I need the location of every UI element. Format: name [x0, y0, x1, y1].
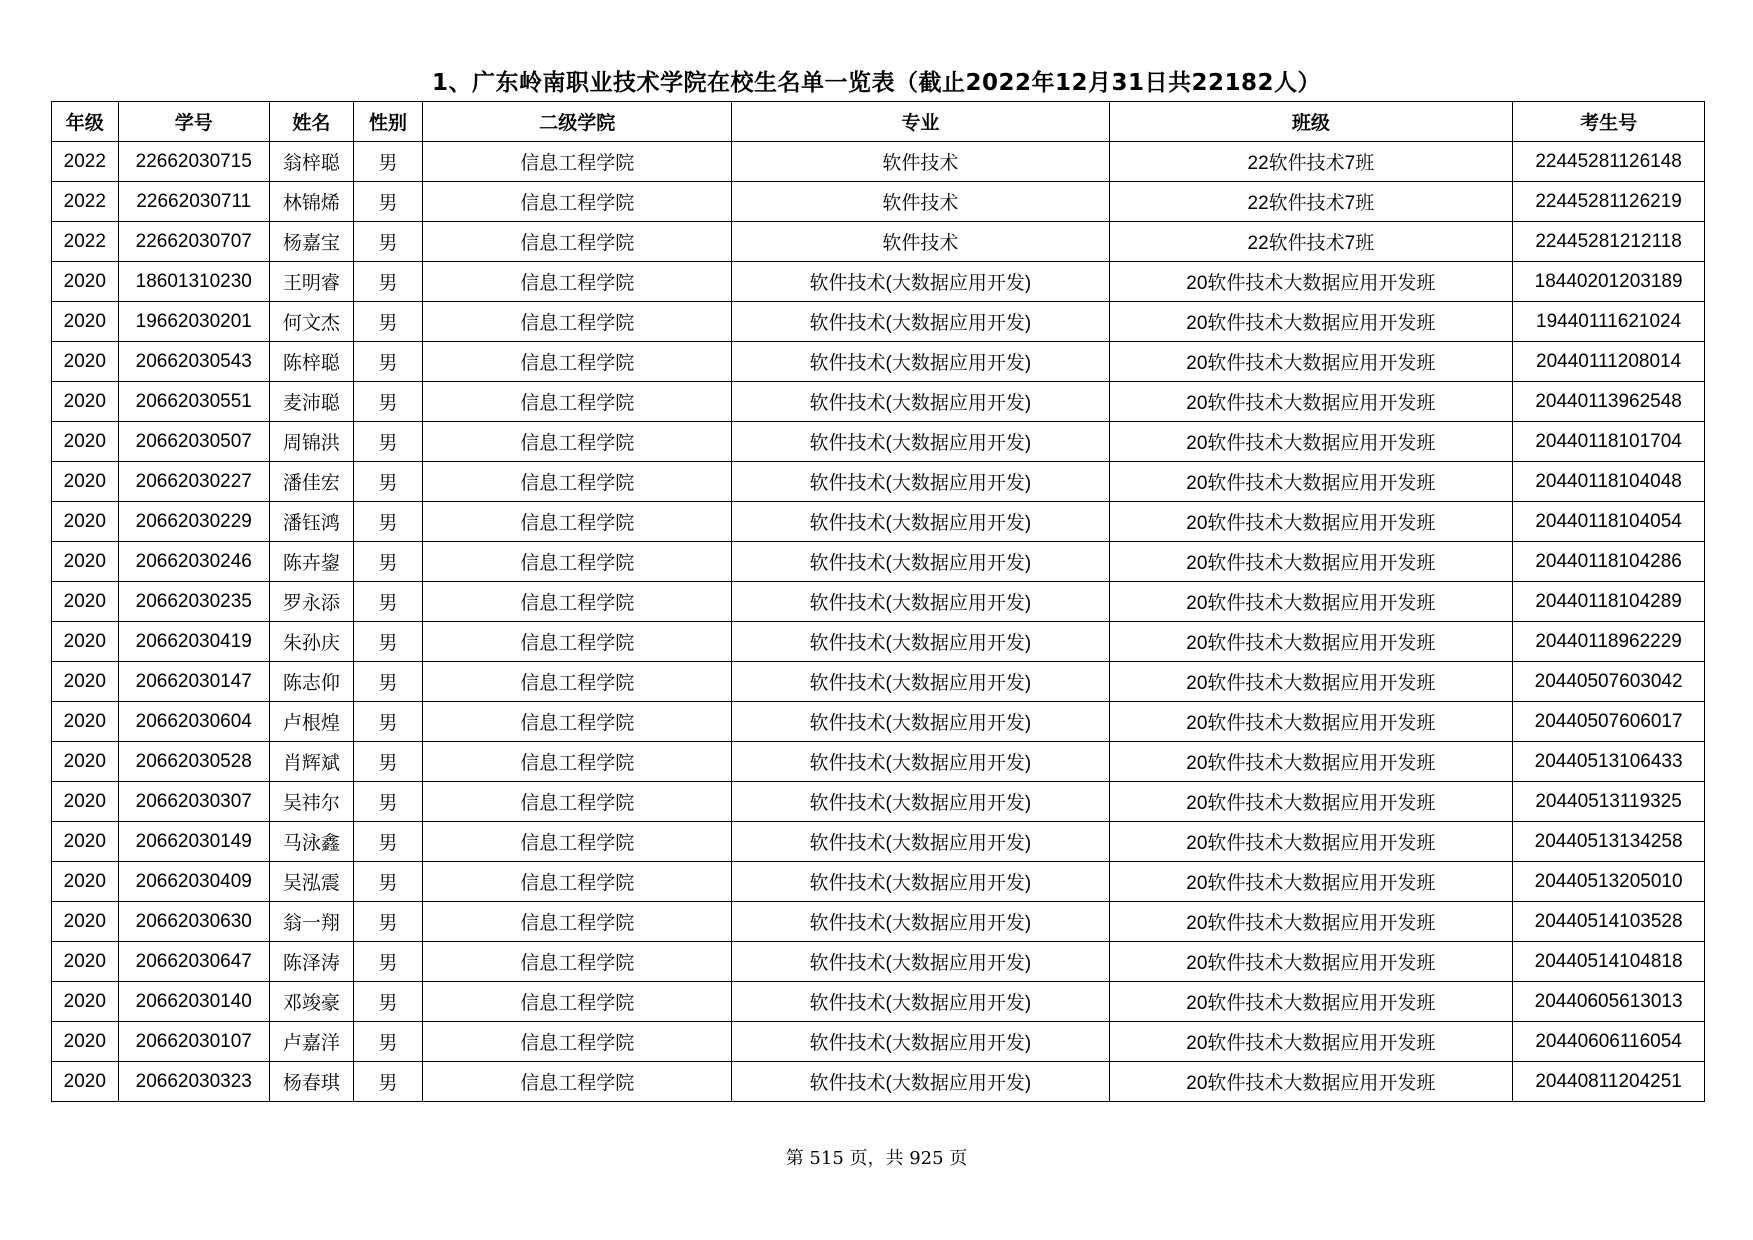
cell-college: 信息工程学院: [423, 422, 732, 462]
cell-name: 杨嘉宝: [269, 222, 353, 262]
cell-student-id: 20662030229: [118, 502, 269, 542]
cell-name: 翁一翔: [269, 902, 353, 942]
cell-class: 20软件技术大数据应用开发班: [1109, 302, 1513, 342]
cell-grade: 2020: [52, 542, 119, 582]
cell-class: 22软件技术7班: [1109, 142, 1513, 182]
cell-class: 20软件技术大数据应用开发班: [1109, 862, 1513, 902]
cell-college: 信息工程学院: [423, 662, 732, 702]
table-row: [52, 942, 1705, 982]
cell-gender: 男: [353, 262, 423, 302]
cell-class: 20软件技术大数据应用开发班: [1109, 902, 1513, 942]
student-roster-table: [51, 101, 1705, 1102]
cell-student-id: 20662030149: [118, 822, 269, 862]
cell-college: 信息工程学院: [423, 542, 732, 582]
table-row: [52, 1022, 1705, 1062]
table-row: [52, 1062, 1705, 1102]
cell-class: 20软件技术大数据应用开发班: [1109, 1062, 1513, 1102]
cell-name: 朱孙庆: [269, 622, 353, 662]
cell-exam-number: 20440513119325: [1513, 782, 1705, 822]
cell-exam-number: 20440118104054: [1513, 502, 1705, 542]
table-row: [52, 142, 1705, 182]
cell-name: 卢根煌: [269, 702, 353, 742]
cell-grade: 2020: [52, 422, 119, 462]
cell-major: 软件技术(大数据应用开发): [732, 742, 1109, 782]
document-title: 1、广东岭南职业技术学院在校生名单一览表（截止2022年12月31日共22182人）: [431, 70, 1322, 96]
cell-name: 陈卉鋆: [269, 542, 353, 582]
cell-grade: 2020: [52, 862, 119, 902]
cell-student-id: 20662030246: [118, 542, 269, 582]
cell-exam-number: 20440118104289: [1513, 582, 1705, 622]
cell-exam-number: 20440118104048: [1513, 462, 1705, 502]
column-header-grade: 年级: [52, 102, 119, 142]
cell-gender: 男: [353, 302, 423, 342]
cell-gender: 男: [353, 422, 423, 462]
cell-major: 软件技术(大数据应用开发): [732, 1022, 1109, 1062]
table-row: [52, 622, 1705, 662]
column-header-student-id: 学号: [118, 102, 269, 142]
cell-class: 20软件技术大数据应用开发班: [1109, 742, 1513, 782]
cell-college: 信息工程学院: [423, 702, 732, 742]
cell-major: 软件技术: [732, 182, 1109, 222]
cell-grade: 2020: [52, 822, 119, 862]
cell-college: 信息工程学院: [423, 822, 732, 862]
cell-college: 信息工程学院: [423, 982, 732, 1022]
cell-student-id: 22662030715: [118, 142, 269, 182]
cell-grade: 2022: [52, 222, 119, 262]
cell-student-id: 20662030227: [118, 462, 269, 502]
table-row: [52, 382, 1705, 422]
cell-name: 麦沛聪: [269, 382, 353, 422]
cell-college: 信息工程学院: [423, 782, 732, 822]
cell-student-id: 20662030551: [118, 382, 269, 422]
cell-grade: 2020: [52, 462, 119, 502]
cell-exam-number: 20440514103528: [1513, 902, 1705, 942]
cell-grade: 2020: [52, 302, 119, 342]
cell-class: 20软件技术大数据应用开发班: [1109, 462, 1513, 502]
cell-major: 软件技术(大数据应用开发): [732, 542, 1109, 582]
cell-grade: 2020: [52, 502, 119, 542]
column-header-gender: 性别: [353, 102, 423, 142]
cell-student-id: 20662030630: [118, 902, 269, 942]
cell-major: 软件技术(大数据应用开发): [732, 382, 1109, 422]
cell-class: 20软件技术大数据应用开发班: [1109, 342, 1513, 382]
cell-exam-number: 20440118104286: [1513, 542, 1705, 582]
cell-college: 信息工程学院: [423, 1062, 732, 1102]
cell-grade: 2020: [52, 702, 119, 742]
cell-major: 软件技术(大数据应用开发): [732, 702, 1109, 742]
cell-class: 20软件技术大数据应用开发班: [1109, 542, 1513, 582]
cell-college: 信息工程学院: [423, 902, 732, 942]
cell-college: 信息工程学院: [423, 262, 732, 302]
cell-grade: 2020: [52, 662, 119, 702]
cell-class: 22软件技术7班: [1109, 182, 1513, 222]
cell-major: 软件技术: [732, 222, 1109, 262]
cell-major: 软件技术(大数据应用开发): [732, 822, 1109, 862]
cell-name: 陈泽涛: [269, 942, 353, 982]
cell-gender: 男: [353, 462, 423, 502]
cell-name: 周锦洪: [269, 422, 353, 462]
cell-gender: 男: [353, 542, 423, 582]
table-row: [52, 502, 1705, 542]
cell-gender: 男: [353, 902, 423, 942]
cell-grade: 2020: [52, 742, 119, 782]
cell-gender: 男: [353, 742, 423, 782]
cell-college: 信息工程学院: [423, 742, 732, 782]
cell-major: 软件技术(大数据应用开发): [732, 662, 1109, 702]
cell-class: 20软件技术大数据应用开发班: [1109, 982, 1513, 1022]
column-header-name: 姓名: [269, 102, 353, 142]
cell-exam-number: 20440513205010: [1513, 862, 1705, 902]
cell-college: 信息工程学院: [423, 1022, 732, 1062]
cell-gender: 男: [353, 622, 423, 662]
cell-name: 翁梓聪: [269, 142, 353, 182]
cell-gender: 男: [353, 862, 423, 902]
cell-major: 软件技术: [732, 142, 1109, 182]
cell-gender: 男: [353, 382, 423, 422]
cell-name: 邓竣豪: [269, 982, 353, 1022]
cell-exam-number: 20440113962548: [1513, 382, 1705, 422]
table-body: [52, 142, 1705, 1102]
cell-college: 信息工程学院: [423, 502, 732, 542]
table-row: [52, 182, 1705, 222]
cell-name: 陈梓聪: [269, 342, 353, 382]
cell-name: 卢嘉洋: [269, 1022, 353, 1062]
cell-major: 软件技术(大数据应用开发): [732, 422, 1109, 462]
cell-student-id: 20662030323: [118, 1062, 269, 1102]
cell-student-id: 22662030707: [118, 222, 269, 262]
cell-name: 肖辉斌: [269, 742, 353, 782]
table-row: [52, 302, 1705, 342]
cell-exam-number: 20440513134258: [1513, 822, 1705, 862]
table-row: [52, 462, 1705, 502]
cell-grade: 2022: [52, 142, 119, 182]
cell-student-id: 20662030107: [118, 1022, 269, 1062]
cell-college: 信息工程学院: [423, 182, 732, 222]
cell-exam-number: 20440513106433: [1513, 742, 1705, 782]
cell-grade: 2020: [52, 982, 119, 1022]
cell-student-id: 20662030647: [118, 942, 269, 982]
cell-name: 杨春琪: [269, 1062, 353, 1102]
cell-class: 20软件技术大数据应用开发班: [1109, 502, 1513, 542]
cell-exam-number: 20440118962229: [1513, 622, 1705, 662]
cell-class: 20软件技术大数据应用开发班: [1109, 662, 1513, 702]
table-row: [52, 742, 1705, 782]
cell-major: 软件技术(大数据应用开发): [732, 902, 1109, 942]
cell-exam-number: 20440811204251: [1513, 1062, 1705, 1102]
cell-name: 马泳鑫: [269, 822, 353, 862]
cell-grade: 2020: [52, 1062, 119, 1102]
table-row: [52, 582, 1705, 622]
cell-gender: 男: [353, 1062, 423, 1102]
cell-grade: 2020: [52, 582, 119, 622]
cell-class: 20软件技术大数据应用开发班: [1109, 782, 1513, 822]
cell-gender: 男: [353, 182, 423, 222]
cell-student-id: 20662030507: [118, 422, 269, 462]
cell-major: 软件技术(大数据应用开发): [732, 782, 1109, 822]
cell-name: 潘佳宏: [269, 462, 353, 502]
cell-gender: 男: [353, 222, 423, 262]
cell-name: 吴泓震: [269, 862, 353, 902]
cell-major: 软件技术(大数据应用开发): [732, 462, 1109, 502]
cell-college: 信息工程学院: [423, 942, 732, 982]
cell-major: 软件技术(大数据应用开发): [732, 622, 1109, 662]
cell-class: 20软件技术大数据应用开发班: [1109, 582, 1513, 622]
cell-major: 软件技术(大数据应用开发): [732, 862, 1109, 902]
cell-grade: 2020: [52, 382, 119, 422]
cell-exam-number: 22445281126148: [1513, 142, 1705, 182]
cell-college: 信息工程学院: [423, 222, 732, 262]
column-header-college: 二级学院: [423, 102, 732, 142]
cell-college: 信息工程学院: [423, 142, 732, 182]
cell-student-id: 20662030235: [118, 582, 269, 622]
cell-student-id: 18601310230: [118, 262, 269, 302]
table-row: [52, 262, 1705, 302]
cell-student-id: 20662030604: [118, 702, 269, 742]
table-row: [52, 822, 1705, 862]
table-row: [52, 342, 1705, 382]
cell-college: 信息工程学院: [423, 582, 732, 622]
cell-student-id: 20662030147: [118, 662, 269, 702]
cell-exam-number: 20440514104818: [1513, 942, 1705, 982]
cell-name: 吴祎尔: [269, 782, 353, 822]
cell-student-id: 19662030201: [118, 302, 269, 342]
cell-grade: 2020: [52, 1022, 119, 1062]
column-header-class: 班级: [1109, 102, 1513, 142]
cell-college: 信息工程学院: [423, 382, 732, 422]
table-row: [52, 702, 1705, 742]
cell-student-id: 20662030409: [118, 862, 269, 902]
cell-exam-number: 20440507603042: [1513, 662, 1705, 702]
cell-major: 软件技术(大数据应用开发): [732, 262, 1109, 302]
cell-gender: 男: [353, 142, 423, 182]
cell-major: 软件技术(大数据应用开发): [732, 982, 1109, 1022]
cell-class: 20软件技术大数据应用开发班: [1109, 942, 1513, 982]
cell-major: 软件技术(大数据应用开发): [732, 342, 1109, 382]
cell-gender: 男: [353, 822, 423, 862]
cell-gender: 男: [353, 782, 423, 822]
cell-gender: 男: [353, 502, 423, 542]
cell-gender: 男: [353, 702, 423, 742]
cell-gender: 男: [353, 342, 423, 382]
cell-grade: 2020: [52, 902, 119, 942]
cell-grade: 2020: [52, 342, 119, 382]
cell-gender: 男: [353, 662, 423, 702]
cell-exam-number: 20440111208014: [1513, 342, 1705, 382]
cell-gender: 男: [353, 982, 423, 1022]
column-header-exam-number: 考生号: [1513, 102, 1705, 142]
table-row: [52, 222, 1705, 262]
cell-grade: 2020: [52, 622, 119, 662]
table-row: [52, 542, 1705, 582]
cell-name: 罗永添: [269, 582, 353, 622]
cell-exam-number: 20440605613013: [1513, 982, 1705, 1022]
cell-college: 信息工程学院: [423, 622, 732, 662]
table-row: [52, 902, 1705, 942]
table-row: [52, 422, 1705, 462]
cell-exam-number: 20440118101704: [1513, 422, 1705, 462]
cell-major: 软件技术(大数据应用开发): [732, 942, 1109, 982]
cell-student-id: 20662030543: [118, 342, 269, 382]
cell-gender: 男: [353, 582, 423, 622]
cell-college: 信息工程学院: [423, 302, 732, 342]
cell-exam-number: 22445281126219: [1513, 182, 1705, 222]
cell-student-id: 20662030140: [118, 982, 269, 1022]
cell-major: 软件技术(大数据应用开发): [732, 582, 1109, 622]
cell-student-id: 20662030419: [118, 622, 269, 662]
cell-major: 软件技术(大数据应用开发): [732, 1062, 1109, 1102]
cell-exam-number: 20440507606017: [1513, 702, 1705, 742]
table-row: [52, 782, 1705, 822]
cell-college: 信息工程学院: [423, 862, 732, 902]
cell-grade: 2022: [52, 182, 119, 222]
cell-name: 潘钰鸿: [269, 502, 353, 542]
cell-exam-number: 22445281212118: [1513, 222, 1705, 262]
cell-class: 20软件技术大数据应用开发班: [1109, 382, 1513, 422]
cell-class: 22软件技术7班: [1109, 222, 1513, 262]
cell-major: 软件技术(大数据应用开发): [732, 502, 1109, 542]
cell-class: 20软件技术大数据应用开发班: [1109, 702, 1513, 742]
cell-class: 20软件技术大数据应用开发班: [1109, 422, 1513, 462]
cell-name: 王明睿: [269, 262, 353, 302]
column-header-major: 专业: [732, 102, 1109, 142]
table-header-row: [52, 102, 1705, 142]
cell-college: 信息工程学院: [423, 342, 732, 382]
cell-grade: 2020: [52, 262, 119, 302]
cell-exam-number: 20440606116054: [1513, 1022, 1705, 1062]
cell-class: 20软件技术大数据应用开发班: [1109, 822, 1513, 862]
table-row: [52, 662, 1705, 702]
cell-gender: 男: [353, 1022, 423, 1062]
cell-college: 信息工程学院: [423, 462, 732, 502]
cell-name: 林锦烯: [269, 182, 353, 222]
cell-class: 20软件技术大数据应用开发班: [1109, 622, 1513, 662]
cell-class: 20软件技术大数据应用开发班: [1109, 1022, 1513, 1062]
cell-exam-number: 18440201203189: [1513, 262, 1705, 302]
cell-class: 20软件技术大数据应用开发班: [1109, 262, 1513, 302]
cell-student-id: 22662030711: [118, 182, 269, 222]
cell-exam-number: 19440111621024: [1513, 302, 1705, 342]
cell-name: 何文杰: [269, 302, 353, 342]
page-footer: 第 515 页，共 925 页: [785, 1148, 968, 1169]
cell-grade: 2020: [52, 782, 119, 822]
cell-major: 软件技术(大数据应用开发): [732, 302, 1109, 342]
cell-student-id: 20662030528: [118, 742, 269, 782]
cell-grade: 2020: [52, 942, 119, 982]
cell-name: 陈志仰: [269, 662, 353, 702]
cell-gender: 男: [353, 942, 423, 982]
table-row: [52, 982, 1705, 1022]
cell-student-id: 20662030307: [118, 782, 269, 822]
table-row: [52, 862, 1705, 902]
